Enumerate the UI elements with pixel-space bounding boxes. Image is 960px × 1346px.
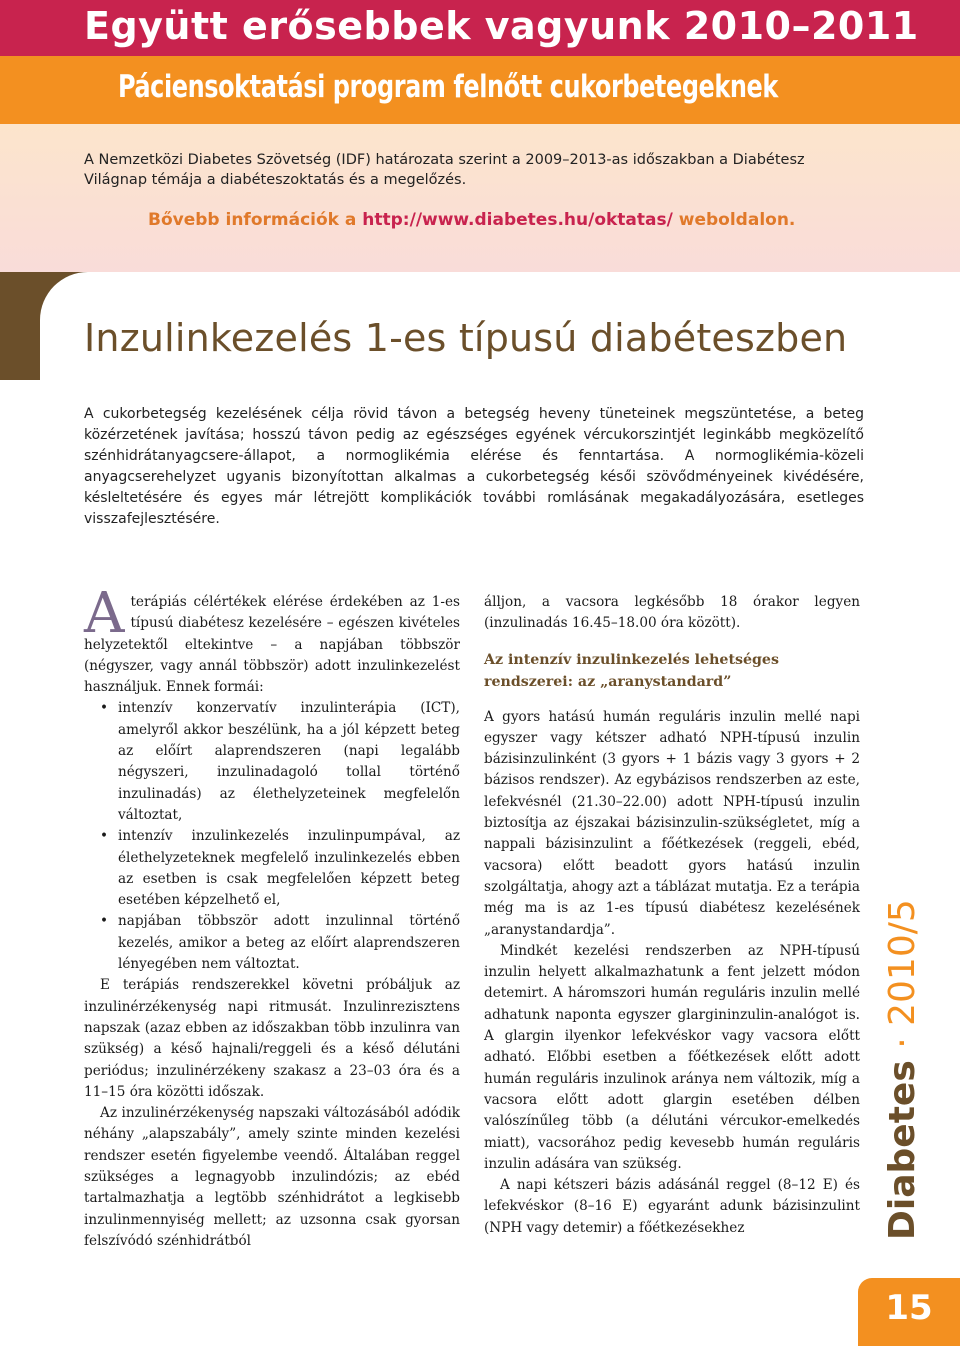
header-subtitle-band <box>0 56 960 124</box>
therapy-forms-list <box>84 698 460 975</box>
more-info-prefix: Bővebb információk a <box>148 210 363 230</box>
issue-separator: · <box>882 1025 923 1061</box>
page-number: 15 <box>885 1288 933 1328</box>
left-paragraph-3: Az inzulinérzékenység napszaki változásából adódik néhány „alapszabály”, amely szinte minden kezelési rendszer esetén figyelembe veendő. Általában reggel szükséges a legnagyobb inzulindózis; az ebéd tartalmazhatja a legtöbb szénhidrátot a legkisebb inzulinmennyiség mellett; az uzsonna csak gyorsan felszívódó szénhidrátból <box>84 1105 460 1249</box>
right-paragraph-3: Mindkét kezelési rendszerben az NPH-típusú inzulin helyett alkalmazhatunk a fent jelzett módon detemirt. A háromszori humán reguláris inzulin mellé adhatunk naponta egyszer glargininzulin-analógot is. A glargin ilyenkor lefekvéskor vagy vacsora előtt adható. Előbbi esetben a főétkezések előtt adott humán reguláris inzulinok aránya nem változik, míg a vacsora előtt adott glargin esetében délben valószínűleg több (a délutáni vércukor-emelkedés miatt), vacsorához pedig kevesebb humán reguláris inzulin adására van szükség. <box>484 942 860 1172</box>
list-item: • intenzív konzervatív inzulinterápia (ICT), amelyről akkor beszélünk, ha a jól képzett beteg az előírt alaprendszeren (napi legalább négyszeri, inzulinadagoló tollal történő inzulinadás) az élethelyzeteinek megfelelőn változtat, <box>84 698 460 826</box>
intro-text: A Nemzetközi Diabetes Szövetség (IDF) határozata szerint a 2009–2013-as időszakban a Diabétesz Világnap témája a diabéteszoktatás és a megelőzés. <box>84 152 805 188</box>
drop-cap: A <box>84 581 125 646</box>
more-info-suffix: weboldalon. <box>672 210 796 230</box>
list-item: • intenzív inzulinkezelés inzulinpumpával, az élethelyzeteknek megfelelő inzulinkezelés ebben az esetben is csak megfelelően képzett beteg esetében képzelhető el, <box>84 826 460 911</box>
right-paragraph-1: álljon, a vacsora legkésőbb 18 órakor legyen (inzulinadás 16.45–18.00 óra között). <box>484 594 860 632</box>
page-title: Együtt erősebbek vagyunk 2010–2011 <box>84 4 919 48</box>
article-lead: A cukorbetegség kezelésének célja rövid távon a betegség heveny tüneteinek megszüntetése, a beteg közérzetének javítása; hosszú távon pedig az egészséges egyének vércukorszintjét leginkább megközelítő szénhidrátanyagcsere-állapot, a normoglikémia elérése és fenntartása. A normoglikémia-közeli anyagcserehelyzet ugyanis bizonyítottan alkalmas a cukorbetegség késői szövődményeinek kivédésére, késleltetésére és egyes már létrejött komplikációk további romlásának megakadályozására, esetleges visszafejlesztésére. <box>84 406 864 527</box>
left-paragraph-1-text: terápiás célértékek elérése érdekében az 1-es típusú diabétesz kezelésére – egészen kivételes helyzetektől eltekintve – a napjában többször (négyszer, vagy annál többször) adott inzulinkezelést használjuk. Ennek formái: <box>84 594 460 696</box>
magazine-name: Diabetes <box>882 1060 923 1240</box>
issue-number: 2010/5 <box>882 899 923 1026</box>
left-paragraph-2: E terápiás rendszerekkel követni próbáljuk az inzulinérzékenység napi ritmusát. Inzulinrezisztens napszak (azaz ebben az időszakban több inzulinra van szükség) a késő hajnali/reggeli és a késő délutáni periódus; inzulinérzékeny szakasz a 23–03 óra és a 11–15 óra közötti időszak. <box>84 977 460 1100</box>
right-paragraph-2: A gyors hatású humán reguláris inzulin mellé napi egyszer vagy kétszer adható NPH-típusú inzulin bázisinzulinként (3 gyors + 1 bázis vagy 3 gyors + 2 bázisos rendszer). Az egybázisos rendszerben az este, lefekvésnél (21.30–22.00) adott NPH-típusú inzulin biztosítja az éjszakai bázisinzulin-szükségletet, míg a nappali bázisinzulint a főétkezések (reggeli, ebéd, vacsora) előtt beadott gyors hatású inzulin szolgáltatja, ahogy azt a táblázat mutatja. Ez a terápia még ma is az 1-es típusú diabétesz kezelésének „aranystandardja”. <box>484 708 860 938</box>
more-info-line <box>148 210 795 230</box>
article-title: Inzulinkezelés 1-es típusú diabéteszben <box>84 316 848 360</box>
left-paragraph-1 <box>84 581 460 698</box>
left-column <box>84 581 460 1252</box>
right-column <box>484 592 860 1239</box>
header-title-band <box>0 0 960 56</box>
section-heading: Az intenzív inzulinkezelés lehetséges rendszerei: az „aranystandard” <box>484 651 779 690</box>
website-link[interactable]: http://www.diabetes.hu/oktatas/ <box>362 210 673 230</box>
page-subtitle: Páciensoktatási program felnőtt cukorbetegeknek <box>118 69 778 105</box>
magazine-issue-label <box>882 899 942 1240</box>
right-paragraph-4: A napi kétszeri bázis adásánál reggel (8–12 E) és lefekvéskor (8–16 E) egyaránt adunk bázisinzulint (NPH vagy detemir) a főétkezésekhez <box>484 1177 860 1236</box>
list-item: • napjában többször adott inzulinnal történő kezelés, amikor a beteg az előírt alaprendszeren lényegében nem változtat. <box>84 911 460 975</box>
page-number-box <box>858 1278 960 1346</box>
intro-box <box>0 124 960 272</box>
